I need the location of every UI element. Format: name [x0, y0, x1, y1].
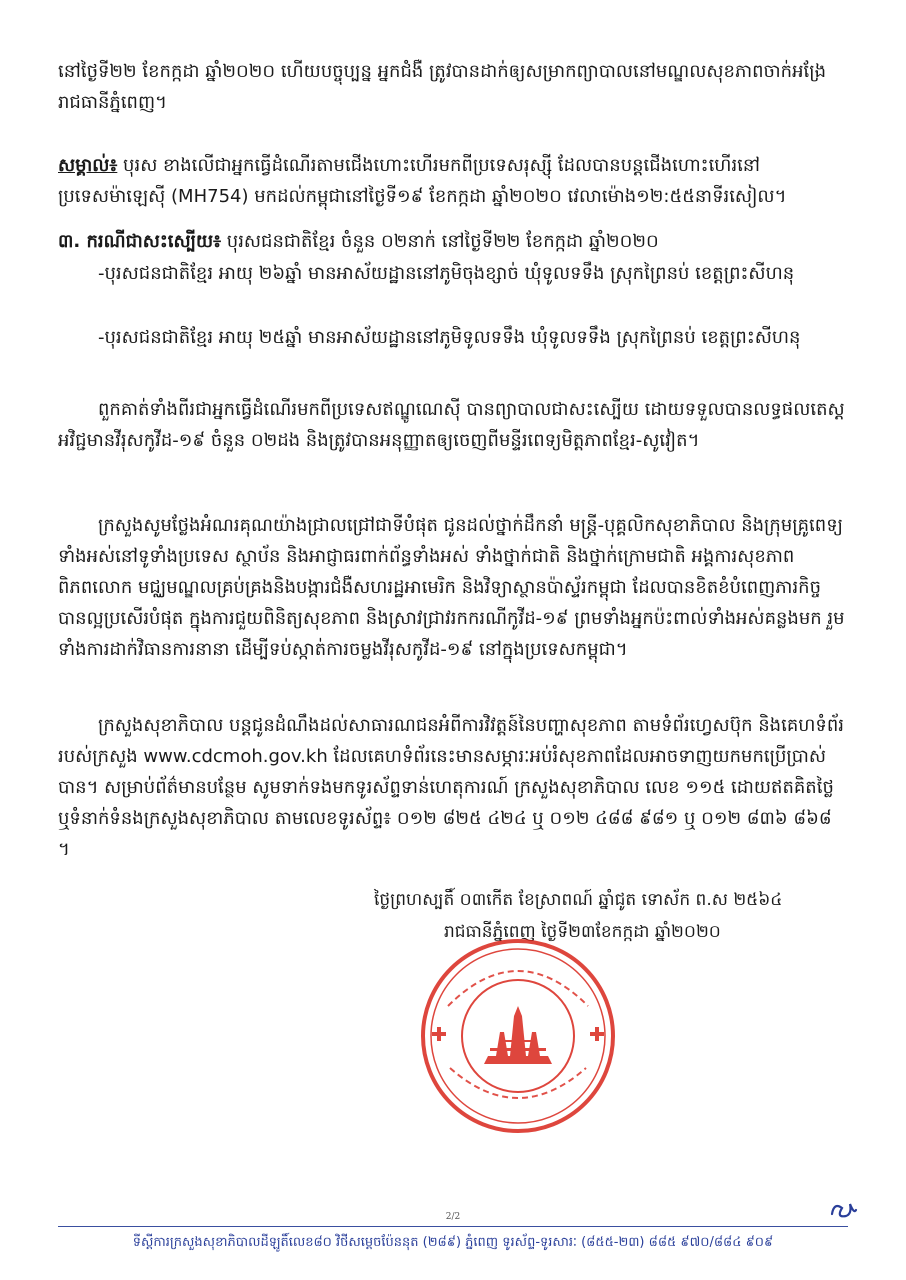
heading-text: បុរសជនជាតិខ្មែរ ចំនួន ០២នាក់ នៅថ្ងៃទី២២ ខែកក្កដា ឆ្នាំ២០២០	[221, 231, 659, 252]
paragraph-thanks: ក្រសួងសូមថ្លែងអំណរគុណយ៉ាងជ្រាលជ្រៅជាទីបំផុត ជូនដល់ថ្នាក់ដឹកនាំ មន្ត្រី-បុគ្គលិកសុខាភិបាល និងក្រុមគ្រូពេទ្យទាំងអស់នៅទូទាំងប្រទេស ស្ថាប័ន និងអាជ្ញាធរពាក់ព័ន្ធទាំងអស់ ទាំងថ្នាក់ជាតិ និងថ្នាក់ក្រោមជាតិ អង្គការសុខភាពពិភពលោក មជ្ឈមណ្ឌលគ្រប់គ្រងនិងបង្ការជំងឺសហរដ្ឋអាមេរិក និងវិទ្យាស្ថានប៉ាស្ទ័រកម្ពុជា ដែលបានខិតខំបំពេញភារកិច្ចបានល្អប្រសើរបំផុត ក្នុងការជួយពិនិត្យសុខភាព និងស្រាវជ្រាវរកករណីកូវីដ-១៩ ព្រមទាំងអ្នកប៉ះពាល់ទាំងអស់គន្លងមក រួមទាំងការដាក់វិធានការនានា ដើម្បីទប់ស្កាត់ការចម្លងវីរុសកូវីដ-១៩ នៅក្នុងប្រទេសកម្ពុជា។	[58, 515, 845, 660]
heading-label: ៣. ករណីជាសះស្បើយ៖	[58, 231, 222, 252]
paragraph-recovery: ពួកគាត់ទាំងពីរជាអ្នកធ្វើដំណើរមកពីប្រទេសឥណ្ឌូណេស៊ី បានព្យាបាលជាសះស្បើយ ដោយទទួលបានលទ្ធផលតេស្តអវិជ្ជមានវីរុសកូវីដ-១៩ ចំនួន ០២ដង និងត្រូវបានអនុញ្ញាតឲ្យចេញពីមន្ទីរពេទ្យមិត្តភាពខ្មែរ-សូវៀត។	[58, 399, 845, 451]
footer-address: ទីស្តីការក្រសួងសុខាភិបាលដីឡូតិ៍លេខ៨០ វិថីសម្តេចប៉ែននុត (២៨៩) ភ្នំពេញ ទូរស័ព្ទ-ទូរសារៈ (៨៥៥-២៣) ៨៨៥ ៩៧០/៨៨៤ ៩០៩	[132, 1235, 774, 1250]
handwritten-initial-icon	[828, 1196, 858, 1226]
paragraph-information: ក្រសួងសុខាភិបាល បន្តជូនដំណឹងដល់សាធារណជនអំពីការវិវត្តន៍នៃបញ្ហាសុខភាព តាមទំព័រហ្វេសប៊ុក និងគេហទំព័ររបស់ក្រសួង www.cdcmoh.gov.kh ដែលគេហទំព័រនេះមានសម្ភារៈអប់រំសុខភាពដែលអាចទាញយកមកប្រើប្រាស់បាន។ សម្រាប់ព័ត៌មានបន្ថែម សូមទាក់ទងមកទូរស័ព្ទទាន់ហេតុការណ៍ ក្រសួងសុខាភិបាល លេខ ១១៥ ដោយឥតគិតថ្លៃ ឬទំនាក់ទំនងក្រសួងសុខាភិបាល តាមលេខទូរស័ព្ទ៖ ០១២ ៨២៥ ៤២៤ ឬ ០១២ ៤៨៨ ៩៨១ ឬ ០១២ ៨៣៦ ៨៦៨ ។	[58, 715, 844, 860]
note-text: បុរស ខាងលើជាអ្នកធ្វើដំណើរតាមជើងហោះហើរមកពីប្រទេសរុស្ស៊ី ដែលបានបន្តជើងហោះហើរនៅប្រទេសម៉ាឡេស៊ី (MH754) មកដល់កម្ពុជានៅថ្ងៃទី១៩ ខែកក្កដា ឆ្នាំ២០២០ វេលាម៉ោង១២:៥៥នាទីរសៀល។	[58, 155, 787, 207]
recovered-case-2: -បុរសជនជាតិខ្មែរ អាយុ ២៥ឆ្នាំ មានអាស័យដ្ឋាននៅភូមិទូលទទឹង ឃុំទូលទទឹង ស្រុកព្រៃនប់ ខេត្តព្រះសីហនុ	[98, 327, 801, 348]
paragraph-case-status	[58, 56, 848, 118]
heading-recovered-cases	[58, 226, 848, 257]
footer-divider	[58, 1226, 848, 1227]
ministry-seal-angkor-icon	[418, 936, 618, 1136]
note-label: សម្គាល់៖	[58, 155, 118, 176]
case-status-text: នៅថ្ងៃទី២២ ខែកក្កដា ឆ្នាំ២០២០ ហើយបច្ចុប្បន្ន អ្នកជំងឺ ត្រូវបានដាក់ឲ្យសម្រាកព្យាបាលនៅមណ្ឌលសុខភាពចាក់អង្រែ រាជធានីភ្នំពេញ។	[58, 61, 827, 113]
lunar-date: ថ្ងៃព្រហស្បតិ៍ ០៣កើត ខែស្រាពណ៍ ឆ្នាំជូត ទោស័ក ព.ស ២៥៦៤	[374, 890, 783, 910]
page-number: 2/2	[445, 1212, 461, 1222]
issue-date: រាជធានីភ្នំពេញ ថ្ងៃទី២៣ខែកក្កដា ឆ្នាំ២០២០	[444, 922, 721, 942]
paragraph-note	[58, 150, 848, 212]
recovered-case-1: -បុរសជនជាតិខ្មែរ អាយុ ២៦ឆ្នាំ មានអាស័យដ្ឋាននៅភូមិចុងខ្សាច់ ឃុំទូលទទឹង ស្រុកព្រៃនប់ ខេត្តព្រះសីហនុ	[98, 263, 795, 284]
